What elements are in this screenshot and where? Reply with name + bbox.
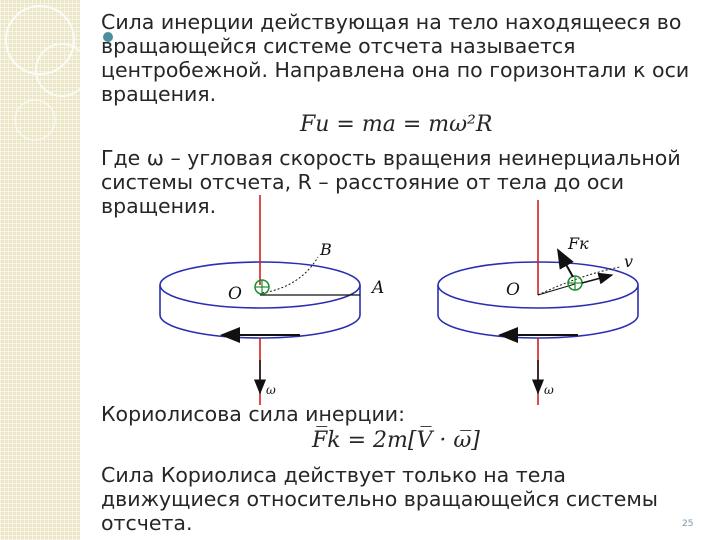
paragraph-coriolis-title: Кориолисова сила инерции: xyxy=(101,402,406,426)
decorative-circles xyxy=(0,0,80,540)
left-label-b: B xyxy=(320,240,332,259)
left-label-omega: ω xyxy=(266,383,276,397)
right-label-fk: Fк xyxy=(568,234,589,253)
page-number: 25 xyxy=(682,519,694,529)
decorative-sidebar xyxy=(0,0,80,540)
right-label-o: O xyxy=(506,280,520,300)
left-disk xyxy=(160,195,384,405)
paragraph-centrifugal: Сила инерции действующая на тело находящееся во вращающейся системе отсчета называется центробежной. Направлена она по горизонтали к оси вращения. xyxy=(101,10,690,106)
left-label-a: A xyxy=(372,278,385,298)
formula-centrifugal: Fи = ma = mω²R xyxy=(300,112,493,137)
right-label-v: v xyxy=(624,252,634,271)
right-disk xyxy=(438,200,638,405)
right-label-omega: ω xyxy=(544,383,554,397)
rotating-disks-figure xyxy=(150,195,650,410)
left-label-o: O xyxy=(228,284,242,304)
paragraph-coriolis-description: Сила Кориолиса действует только на тела движущиеся относительно вращающейся системы отсчета. xyxy=(101,463,658,535)
formula-coriolis: F̅k = 2m[V̅ · ω̅] xyxy=(312,428,480,453)
paragraph-omega-definition: Где ω – угловая скорость вращения неинерциальной системы отсчета, R – расстояние от тела до оси вращения. xyxy=(101,146,681,218)
